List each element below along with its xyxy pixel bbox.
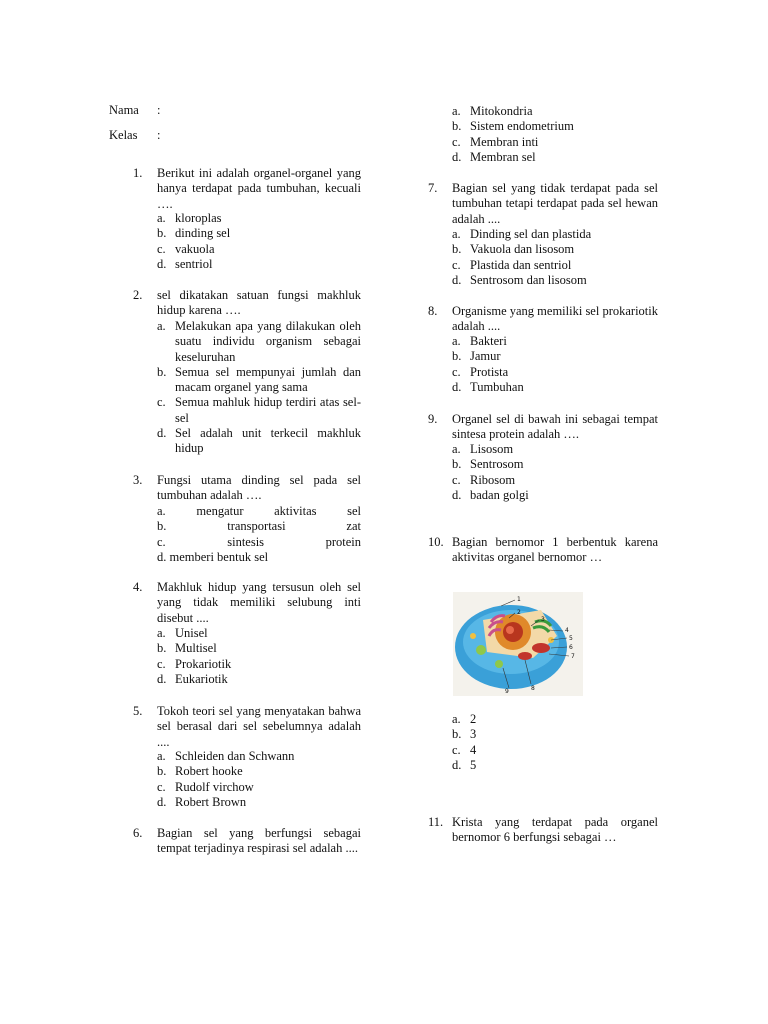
- question-number: 4.: [133, 580, 143, 594]
- option-c[interactable]: c. sintesis protein: [157, 534, 361, 549]
- option-c[interactable]: c. Protista: [452, 364, 509, 379]
- option-b[interactable]: b. Sentrosom: [452, 457, 524, 472]
- cell-label-8: 8: [531, 685, 535, 692]
- option-list: [157, 749, 361, 810]
- option-d[interactable]: d. 5: [452, 757, 477, 772]
- question-number: 7.: [428, 181, 438, 195]
- vesicle: [495, 660, 503, 668]
- option-a[interactable]: a. Bakteri: [452, 334, 507, 348]
- option-list: [452, 227, 658, 288]
- question-text: Berikut ini adalah organel-organel yang hanya terdapat pada tumbuhan, kecuali ….: [157, 166, 361, 211]
- mitochondrion: [532, 643, 550, 653]
- question-text: Bagian sel yang tidak terdapat pada sel tumbuhan tetapi terdapat pada sel hewan adalah ....: [452, 181, 658, 226]
- cell-label-2: 2: [517, 609, 521, 616]
- cell-label-5: 5: [569, 635, 573, 642]
- option-c[interactable]: c. Semua mahluk hidup terdiri atas sel-sel: [157, 395, 361, 425]
- option-d[interactable]: d. badan golgi: [452, 487, 529, 502]
- vesicle: [476, 645, 486, 655]
- question-number: 5.: [133, 704, 143, 718]
- option-list: [157, 211, 361, 272]
- option-d[interactable]: d. memberi bentuk sel: [157, 549, 269, 564]
- mitochondrion: [518, 652, 532, 660]
- option-b[interactable]: b. Sistem endometrium: [452, 119, 574, 134]
- class-colon: :: [157, 128, 161, 142]
- option-c[interactable]: c. 4: [452, 742, 477, 757]
- question-text: Bagian sel yang berfungsi sebagai tempat terjadinya respirasi sel adalah ....: [157, 826, 361, 856]
- name-colon: :: [157, 103, 161, 117]
- question-text: Tokoh teori sel yang menyatakan bahwa sel berasal dari sel sebelumnya adalah ....: [157, 704, 361, 749]
- question-6-option-list: [452, 104, 662, 165]
- option-d[interactable]: d. Sentrosom dan lisosom: [452, 272, 587, 287]
- question-number: 8.: [428, 304, 438, 318]
- vesicle: [470, 633, 476, 639]
- option-d[interactable]: d. sentriol: [157, 256, 213, 271]
- option-a[interactable]: a. Schleiden dan Schwann: [157, 749, 295, 763]
- option-a[interactable]: a. kloroplas: [157, 211, 222, 225]
- option-a[interactable]: a. Lisosom: [452, 442, 514, 456]
- option-b[interactable]: b. transportasi zat: [157, 519, 362, 534]
- option-a[interactable]: a. Unisel: [157, 626, 208, 640]
- animal-cell-illustration: [453, 592, 583, 696]
- option-b[interactable]: b. Semua sel mempunyai jumlah dan macam organel yang sama: [157, 364, 361, 395]
- option-a[interactable]: a. mengatur aktivitas sel: [157, 504, 361, 518]
- option-d[interactable]: d. Eukariotik: [157, 671, 228, 686]
- cell-label-1: 1: [517, 596, 521, 603]
- cell-label-4: 4: [565, 627, 569, 634]
- question-number: 10.: [428, 535, 444, 549]
- question-number: 11.: [428, 815, 444, 829]
- question-number: 1.: [133, 166, 143, 180]
- option-list: [452, 442, 658, 503]
- option-c[interactable]: c. Membran inti: [452, 134, 539, 149]
- option-b[interactable]: b. 3: [452, 727, 477, 742]
- option-c[interactable]: c. vakuola: [157, 241, 215, 256]
- question-10-option-list: [452, 712, 552, 773]
- option-b[interactable]: b. dinding sel: [157, 226, 231, 241]
- option-b[interactable]: b. Multisel: [157, 641, 217, 656]
- option-b[interactable]: b. Jamur: [452, 349, 501, 364]
- question-text: Fungsi utama dinding sel pada sel tumbuhan adalah ….: [157, 473, 361, 503]
- cell-label-9: 9: [505, 688, 509, 695]
- option-list: [452, 334, 658, 395]
- option-a[interactable]: a. Dinding sel dan plastida: [452, 227, 592, 241]
- option-list: [157, 319, 361, 457]
- question-text: Makhluk hidup yang tersusun oleh sel yang tidak memiliki selubung inti disebut ....: [157, 580, 361, 625]
- question-text: Organisme yang memiliki sel prokariotik adalah ....: [452, 304, 658, 334]
- option-a[interactable]: a. 2: [452, 712, 477, 726]
- question-text: Krista yang terdapat pada organel bernomor 6 berfungsi sebagai …: [452, 815, 658, 845]
- option-c[interactable]: c. Rudolf virchow: [157, 779, 254, 794]
- question-text: Organel sel di bawah ini sebagai tempat sintesa protein adalah ….: [452, 412, 658, 442]
- option-d[interactable]: d. Sel adalah unit terkecil makhluk hidup: [157, 426, 361, 456]
- question-number: 9.: [428, 412, 438, 426]
- option-c[interactable]: c. Prokariotik: [157, 656, 232, 671]
- name-label: Nama: [109, 103, 139, 117]
- class-label: Kelas: [109, 128, 138, 142]
- option-a[interactable]: a. Melakukan apa yang dilakukan oleh suatu individu organism sebagai keseluruhan: [157, 319, 361, 364]
- cell-label-7: 7: [571, 653, 575, 660]
- option-list: [157, 626, 361, 687]
- option-b[interactable]: b. Vakuola dan lisosom: [452, 242, 575, 257]
- option-list: [157, 504, 361, 565]
- option-c[interactable]: c. Plastida dan sentriol: [452, 257, 572, 272]
- option-a[interactable]: a. Mitokondria: [452, 104, 533, 118]
- question-text: sel dikatakan satuan fungsi makhluk hidup karena ….: [157, 288, 361, 318]
- question-number: 3.: [133, 473, 143, 487]
- option-d[interactable]: d. Membran sel: [452, 149, 536, 164]
- cell-label-3: 3: [541, 616, 545, 623]
- question-text: Bagian bernomor 1 berbentuk karena aktivitas organel bernomor …: [452, 535, 658, 565]
- cell-label-6: 6: [569, 644, 573, 651]
- option-c[interactable]: c. Ribosom: [452, 472, 516, 487]
- option-b[interactable]: b. Robert hooke: [157, 764, 243, 779]
- question-number: 2.: [133, 288, 143, 302]
- option-d[interactable]: d. Robert Brown: [157, 794, 247, 809]
- question-number: 6.: [133, 826, 143, 840]
- option-d[interactable]: d. Tumbuhan: [452, 379, 524, 394]
